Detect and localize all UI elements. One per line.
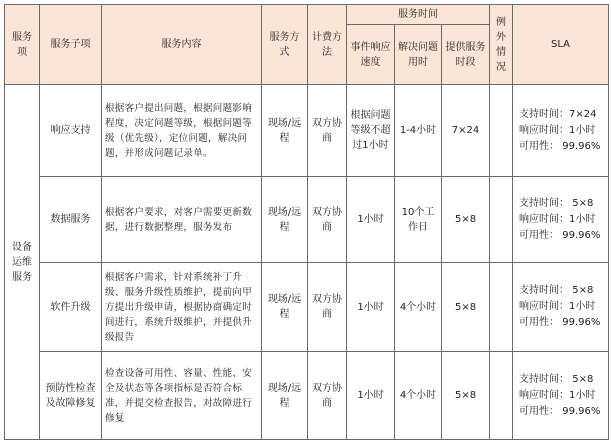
- header-resolve-time: 解决问题用时: [395, 25, 442, 85]
- sla-support-time: 支持时间： 5×8: [519, 197, 594, 209]
- method-cell: 现场/远程: [262, 352, 308, 440]
- table-row: [5, 177, 609, 263]
- header-service-period: 提供服务时段: [442, 25, 490, 85]
- exception-cell: [490, 263, 513, 352]
- resolve-time-cell: 4个小时: [395, 352, 442, 440]
- sla-response-time: 响应时间：1小时: [519, 213, 596, 225]
- sla-cell: [513, 352, 609, 440]
- sla-availability: 可用性： 99.96%: [519, 317, 601, 328]
- service-period-cell: 5×8: [442, 177, 490, 263]
- content-cell: 根据客户要求，对客户需要更新数据，进行数据整理，服务发布: [102, 177, 262, 263]
- header-billing: 计费方法: [308, 5, 347, 85]
- group-label: 设备运维服务: [5, 85, 40, 440]
- header-sub-item: 服务子项: [40, 5, 102, 85]
- sla-cell: [513, 85, 609, 177]
- sla-table: [4, 4, 609, 440]
- sub-item-cell: 响应支持: [40, 85, 102, 177]
- response-speed-cell: 1小时: [347, 177, 395, 263]
- header-method: 服务方式: [262, 5, 308, 85]
- exception-cell: [490, 85, 513, 177]
- resolve-time-cell: 1-4小时: [395, 85, 442, 177]
- service-period-cell: 7×24: [442, 85, 490, 177]
- sla-cell: [513, 263, 609, 352]
- sla-table-wrapper: [4, 4, 608, 440]
- service-period-cell: 5×8: [442, 352, 490, 440]
- table-row: [5, 263, 609, 352]
- exception-cell: [490, 177, 513, 263]
- sla-cell: [513, 177, 609, 263]
- header-response-speed: 事件响应速度: [347, 25, 395, 85]
- billing-cell: 双方协商: [308, 263, 347, 352]
- content-cell: 根据客户提出问题，根据问题影响程度，决定问题等级，根据问题等级（优先级），定位问题，解决问题，并形成问题记录单。: [102, 85, 262, 177]
- header-exception: 例外情况: [490, 5, 513, 85]
- service-period-cell: 5×8: [442, 263, 490, 352]
- sub-item-cell: 预防性检查及故障修复: [40, 352, 102, 440]
- billing-cell: 双方协商: [308, 177, 347, 263]
- sla-support-time: 支持时间： 5×8: [519, 373, 594, 385]
- header-service-time: 服务时间: [347, 5, 490, 25]
- sla-support-time: 支持时间： 5×8: [519, 285, 594, 296]
- response-speed-cell: 1小时: [347, 352, 395, 440]
- sub-item-cell: 数据服务: [40, 177, 102, 263]
- exception-cell: [490, 352, 513, 440]
- method-cell: 现场/远程: [262, 263, 308, 352]
- sub-item-cell: 软件升级: [40, 263, 102, 352]
- content-cell: 根据客户需求，针对系统补丁升级、服务升级性质维护，提前向甲方提出升级申请，根据协商确定时间进行，系统升级维护，并提供升级报告: [102, 263, 262, 352]
- sla-availability: 可用性： 99.96%: [519, 405, 601, 417]
- resolve-time-cell: 4个小时: [395, 263, 442, 352]
- table-row: [5, 352, 609, 440]
- header-service-item: 服务项: [5, 5, 40, 85]
- billing-cell: 双方协商: [308, 352, 347, 440]
- header-sla: SLA: [513, 5, 609, 85]
- sla-availability: 可用性： 99.96%: [519, 140, 601, 152]
- billing-cell: 双方协商: [308, 85, 347, 177]
- resolve-time-cell: 10个工作日: [395, 177, 442, 263]
- sla-support-time: 支持时间：7×24: [519, 108, 597, 120]
- response-speed-cell: 根据问题等级不超过1小时: [347, 85, 395, 177]
- header-content: 服务内容: [102, 5, 262, 85]
- method-cell: 现场/远程: [262, 177, 308, 263]
- sla-availability: 可用性： 99.96%: [519, 229, 601, 241]
- sla-response-time: 响应时间：1小时: [519, 389, 596, 401]
- response-speed-cell: 1小时: [347, 263, 395, 352]
- content-cell: 检查设备可用性、容量、性能、安全及状态等各项指标是否符合标准，并提交检查报告，对故障进行修复: [102, 352, 262, 440]
- sla-response-time: 响应时间：1小时: [519, 301, 596, 312]
- sla-response-time: 响应时间：1小时: [519, 124, 596, 136]
- table-row: [5, 85, 609, 177]
- method-cell: 现场/远程: [262, 85, 308, 177]
